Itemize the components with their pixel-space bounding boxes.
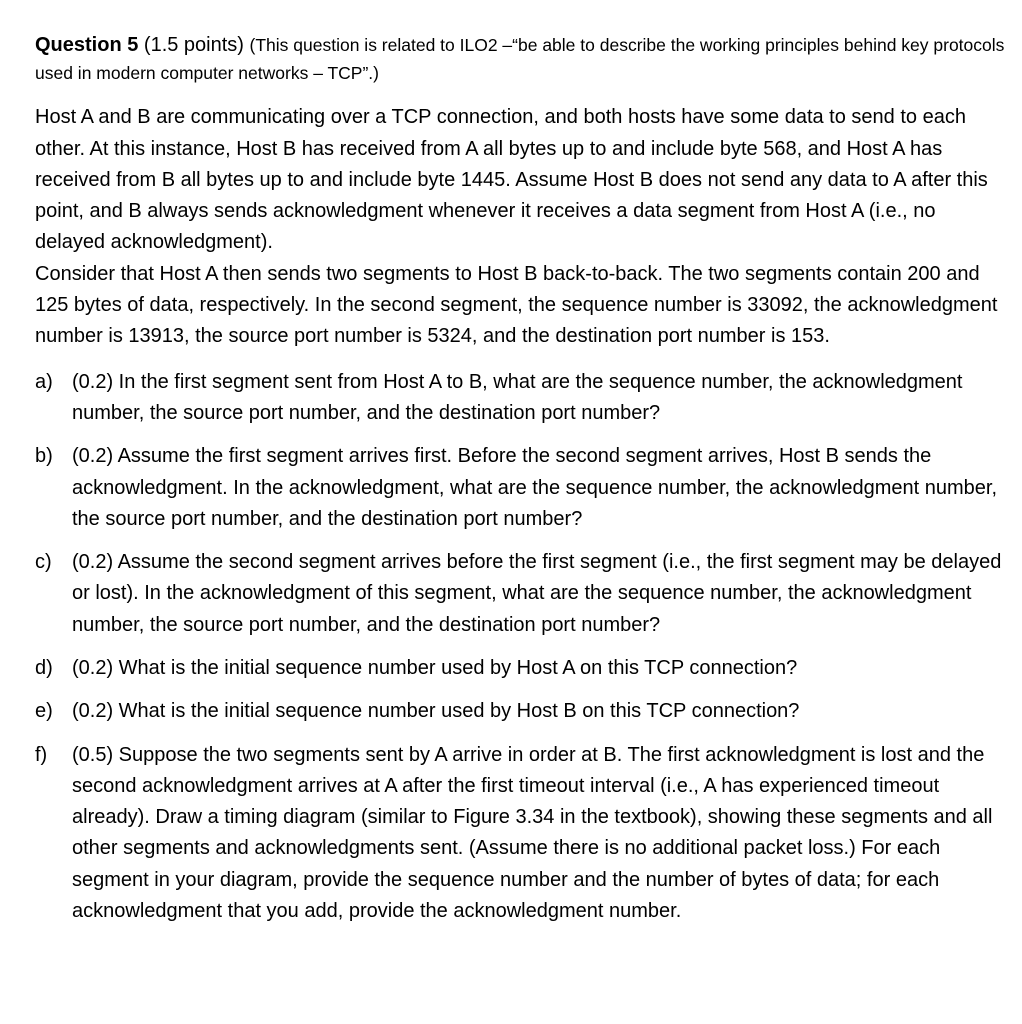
question-item-a xyxy=(35,367,1010,430)
question-item-b xyxy=(35,441,1010,535)
item-text: (0.2) In the first segment sent from Host A to B, what are the sequence number, the acknowledgment number, the source port number, and the destination port number? xyxy=(72,370,963,424)
item-label: e) xyxy=(35,700,53,723)
item-text: (0.2) What is the initial sequence number used by Host B on this TCP connection? xyxy=(72,700,800,723)
item-label: a) xyxy=(35,370,53,393)
item-text: (0.5) Suppose the two segments sent by A arrive in order at B. The first acknowledgment is lost and the second acknowledgment arrives at A after the first timeout interval (i.e., A has experienced timeout already). Draw a timing diagram (similar to Figure 3.34 in the textbook), showing these segments and all other segments and acknowledgments sent. (Assume there is no additional packet loss.) For each segment in your diagram, provide the sequence number and the number of bytes of data; for each acknowledgment that you add, provide the acknowledgment number. xyxy=(72,743,993,923)
question-item-f xyxy=(35,740,1010,928)
item-label: b) xyxy=(35,445,53,468)
question-heading xyxy=(35,30,1010,86)
item-label: d) xyxy=(35,657,53,679)
item-text: (0.2) Assume the second segment arrives before the first segment (i.e., the first segment may be delayed or lost). In the acknowledgment of this segment, what are the sequence number, the acknowledgment number, the source port number, and the destination port number? xyxy=(72,551,1002,636)
question-points: (1.5 points) xyxy=(138,34,250,56)
item-text: (0.2) What is the initial sequence number used by Host A on this TCP connection? xyxy=(72,657,798,679)
question-ilo-note: (This question is related to ILO2 –“be able to describe the working principles behind key protocols used in modern computer networks – TCP”.) xyxy=(35,35,1005,83)
question-title: Question 5 xyxy=(35,34,139,56)
question-item-e xyxy=(35,696,1010,727)
question-items xyxy=(35,367,1010,928)
question-paragraph-segments: Consider that Host A then sends two segments to Host B back-to-back. The two segments contain 200 and 125 bytes of data, respectively. In the second segment, the sequence number is 33092, the acknowledgment number is 13913, the source port number is 5324, and the destination port number is 153. xyxy=(35,262,998,348)
question-item-d xyxy=(35,653,1010,684)
question-paragraph-setup: Host A and B are communicating over a TCP connection, and both hosts have some data to send to each other. At this instance, Host B has received from A all bytes up to and include byte 568, and Host A has received from B all bytes up to and include byte 1445. Assume Host B does not send any data to A after this point, and B always sends acknowledgment whenever it receives a data segment from Host A (i.e., no delayed acknowledgment). xyxy=(35,106,988,254)
item-label: f) xyxy=(35,743,48,766)
question-item-c xyxy=(35,547,1010,641)
item-text: (0.2) Assume the first segment arrives first. Before the second segment arrives, Host B sends the acknowledgment. In the acknowledgment, what are the sequence number, the acknowledgment number, the source port number, and the destination port number? xyxy=(72,445,998,530)
item-label: c) xyxy=(35,551,52,574)
